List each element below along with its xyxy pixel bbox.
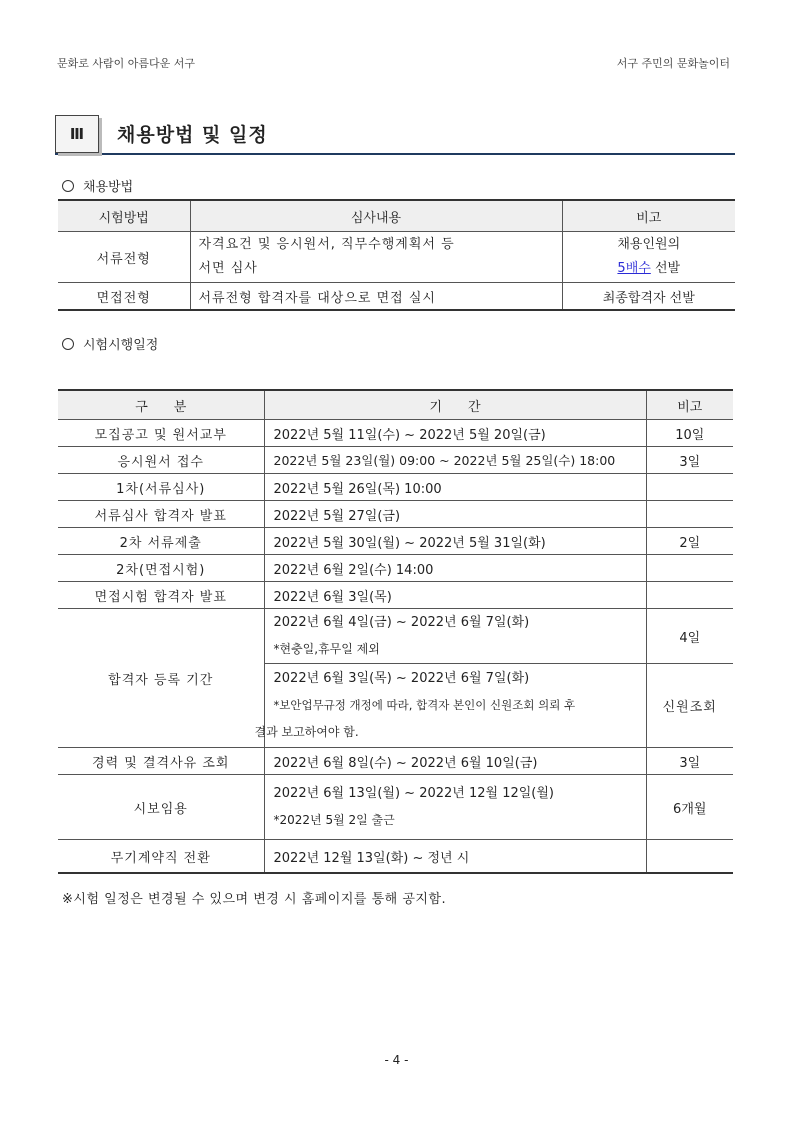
method-content-cell: 서류전형 합격자를 대상으로 면접 실시 bbox=[190, 283, 562, 311]
method-content-line: 자격요건 및 응시원서, 직무수행계획서 등 bbox=[198, 237, 455, 252]
schedule-category-cell: 시보임용 bbox=[58, 775, 264, 840]
schedule-period-cell: 2022년 5월 11일(수) ~ 2022년 5월 20일(금) bbox=[264, 420, 646, 447]
period-note: *2022년 5월 2일 출근 bbox=[273, 813, 395, 827]
table-row bbox=[58, 775, 733, 840]
schedule-note-cell: 신원조회 bbox=[646, 664, 733, 748]
header-left-text: 문화로 사람이 아름다운 서구 bbox=[57, 57, 196, 70]
schedule-category-cell: 2차(면접시험) bbox=[58, 555, 264, 582]
schedule-period-cell bbox=[264, 609, 646, 664]
schedule-note-cell bbox=[646, 555, 733, 582]
schedule-category-cell: 무기계약직 전환 bbox=[58, 840, 264, 874]
schedule-category-cell: 합격자 등록 기간 bbox=[58, 609, 264, 748]
schedule-header-category: 구 분 bbox=[58, 390, 264, 420]
schedule-period-cell bbox=[264, 775, 646, 840]
schedule-category-cell: 면접시험 합격자 발표 bbox=[58, 582, 264, 609]
section-number-box: Ⅲ bbox=[55, 115, 99, 153]
schedule-category-cell: 2차 서류제출 bbox=[58, 528, 264, 555]
schedule-note-cell: 6개월 bbox=[646, 775, 733, 840]
table-row bbox=[58, 555, 733, 582]
method-note-cell: 최종합격자 선발 bbox=[562, 283, 735, 311]
period-note: *보안업무규정 개정에 따라, 합격자 본인이 신원조회 의뢰 후 bbox=[273, 698, 576, 712]
method-type-cell: 서류전형 bbox=[58, 232, 190, 283]
schedule-note-cell: 10일 bbox=[646, 420, 733, 447]
schedule-note-cell: 4일 bbox=[646, 609, 733, 664]
schedule-header-note: 비고 bbox=[646, 390, 733, 420]
schedule-note-cell bbox=[646, 501, 733, 528]
table-row bbox=[58, 232, 735, 283]
table-row bbox=[58, 609, 733, 664]
method-type-cell: 면접전형 bbox=[58, 283, 190, 311]
schedule-period-cell: 2022년 5월 27일(금) bbox=[264, 501, 646, 528]
schedule-period-cell bbox=[254, 664, 646, 748]
schedule-note-cell bbox=[646, 840, 733, 874]
table-row bbox=[58, 420, 733, 447]
period-line: 2022년 6월 4일(금) ~ 2022년 6월 7일(화) bbox=[273, 615, 530, 630]
schedule-note-cell: 3일 bbox=[646, 748, 733, 775]
schedule-note-cell: 2일 bbox=[646, 528, 733, 555]
circle-bullet-icon bbox=[62, 180, 74, 192]
table-row bbox=[58, 474, 733, 501]
method-content-cell bbox=[190, 232, 562, 283]
table-row bbox=[58, 447, 733, 474]
section-title-bar bbox=[55, 115, 735, 155]
schedule-period-cell: 2022년 5월 26일(목) 10:00 bbox=[264, 474, 646, 501]
schedule-category-cell: 응시원서 접수 bbox=[58, 447, 264, 474]
schedule-note-cell bbox=[646, 582, 733, 609]
schedule-note-cell bbox=[646, 474, 733, 501]
schedule-period-cell: 2022년 6월 8일(수) ~ 2022년 6월 10일(금) bbox=[264, 748, 646, 775]
section-title: 채용방법 및 일정 bbox=[117, 124, 268, 146]
schedule-table-header bbox=[58, 390, 733, 420]
schedule-category-cell: 서류심사 합격자 발표 bbox=[58, 501, 264, 528]
method-note-line: 채용인원의 bbox=[617, 237, 681, 252]
period-line: 2022년 6월 13일(월) ~ 2022년 12월 12일(월) bbox=[273, 786, 555, 801]
five-times-link[interactable]: 5배수 bbox=[617, 261, 651, 276]
table-row bbox=[58, 748, 733, 775]
header-right-text: 서구 주민의 문화놀이터 bbox=[616, 57, 730, 70]
method-header-type: 시험방법 bbox=[58, 200, 190, 232]
schedule-footnote: ※시험 일정은 변경될 수 있으며 변경 시 홈페이지를 통해 공지함. bbox=[62, 892, 447, 907]
method-header-note: 비고 bbox=[562, 200, 735, 232]
method-note-cell bbox=[562, 232, 735, 283]
page-number: - 4 - bbox=[384, 1053, 409, 1067]
method-note-line bbox=[571, 257, 728, 281]
method-bullet-label: 채용방법 bbox=[83, 180, 134, 195]
schedule-category-cell: 경력 및 결격사유 조회 bbox=[58, 748, 264, 775]
schedule-bullet-label: 시험시행일정 bbox=[83, 338, 159, 353]
table-row bbox=[58, 283, 735, 311]
schedule-period-cell: 2022년 6월 2일(수) 14:00 bbox=[264, 555, 646, 582]
period-line: 2022년 6월 3일(목) ~ 2022년 6월 7일(화) bbox=[273, 671, 530, 686]
schedule-note-cell: 3일 bbox=[646, 447, 733, 474]
method-content-line: 서면 심사 bbox=[198, 261, 258, 276]
method-table bbox=[58, 199, 735, 311]
schedule-period-cell: 2022년 5월 23일(월) 09:00 ~ 2022년 5월 25일(수) 18:00 bbox=[264, 447, 646, 474]
table-row bbox=[58, 528, 733, 555]
table-row bbox=[58, 840, 733, 874]
schedule-period-cell: 2022년 6월 3일(목) bbox=[264, 582, 646, 609]
schedule-bullet bbox=[62, 334, 158, 353]
schedule-table bbox=[58, 389, 733, 874]
table-row bbox=[58, 582, 733, 609]
method-header-content: 심사내용 bbox=[190, 200, 562, 232]
method-note-rest: 선발 bbox=[650, 261, 681, 276]
period-note: 결과 보고하여야 함. bbox=[254, 725, 359, 739]
schedule-period-cell: 2022년 5월 30일(월) ~ 2022년 5월 31일(화) bbox=[264, 528, 646, 555]
method-table-header bbox=[58, 200, 735, 232]
method-bullet bbox=[62, 176, 133, 195]
schedule-header-period: 기 간 bbox=[264, 390, 646, 420]
period-note: *현충일,휴무일 제외 bbox=[273, 642, 380, 656]
schedule-period-cell: 2022년 12월 13일(화) ~ 정년 시 bbox=[264, 840, 646, 874]
schedule-category-cell: 1차(서류심사) bbox=[58, 474, 264, 501]
table-row bbox=[58, 501, 733, 528]
schedule-category-cell: 모집공고 및 원서교부 bbox=[58, 420, 264, 447]
circle-bullet-icon bbox=[62, 338, 74, 350]
